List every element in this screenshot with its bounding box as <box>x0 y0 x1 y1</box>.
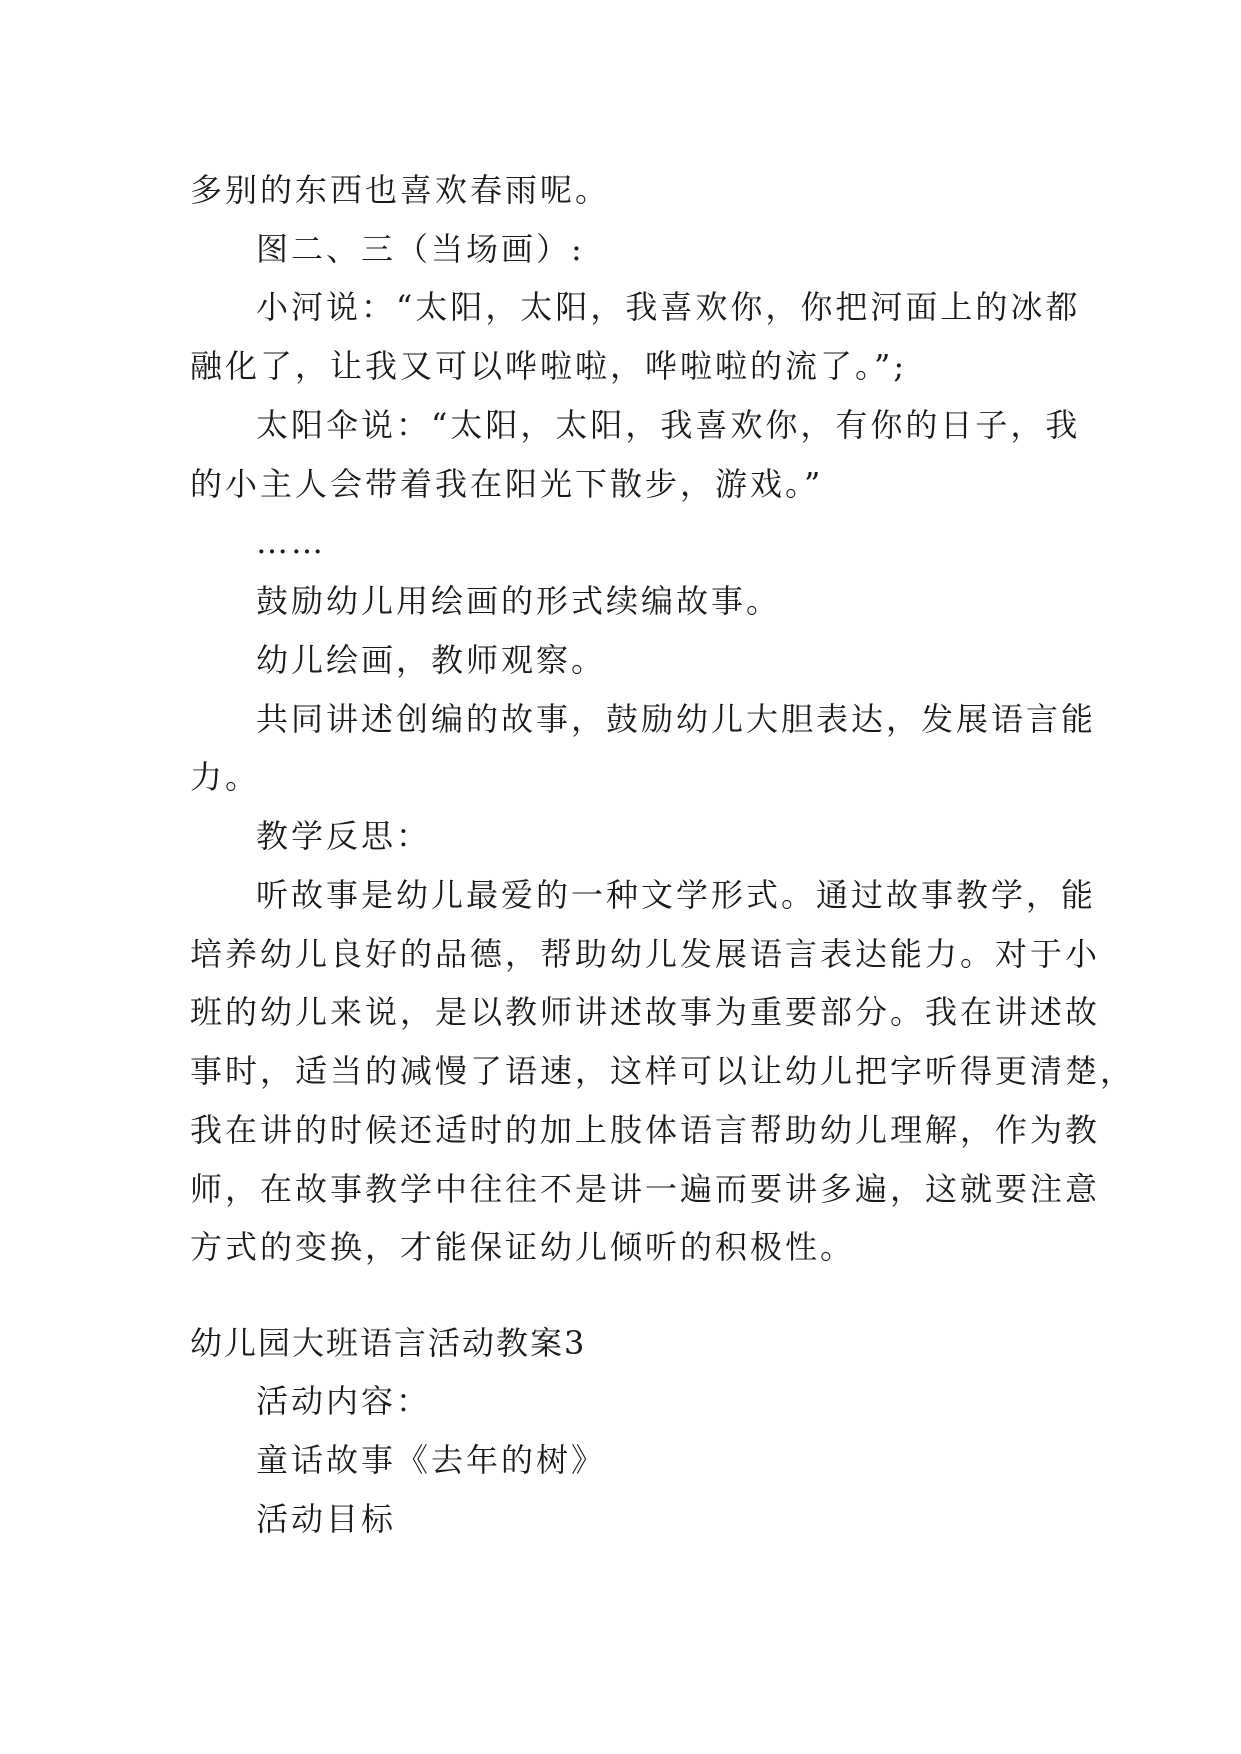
text-line: 鼓励幼儿用绘画的形式续编故事。 <box>256 582 782 620</box>
text-line: 活动目标 <box>256 1500 397 1538</box>
text-line: 幼儿绘画，教师观察。 <box>256 641 607 679</box>
text-line: 力。 <box>190 758 261 796</box>
text-line: 共同讲述创编的故事，鼓励幼儿大胆表达，发展语言能 <box>256 700 1097 738</box>
text-line: 方式的变换，才能保证幼儿倾听的积极性。 <box>190 1228 856 1266</box>
text-line: 图二、三（当场画）: <box>256 230 585 268</box>
text-line: 培养幼儿良好的品德，帮助幼儿发展语言表达能力。对于小 <box>190 935 1101 973</box>
text-line: 事时，适当的减慢了语速，这样可以让幼儿把字听得更清楚， <box>190 1052 1136 1090</box>
section-heading: 幼儿园大班语言活动教案3 <box>190 1324 587 1362</box>
text-line: 教学反思： <box>256 817 432 855</box>
text-line: 活动内容： <box>256 1382 432 1420</box>
text-line: 童话故事《去年的树》 <box>256 1441 607 1479</box>
text-line: 太阳伞说：“太阳，太阳，我喜欢你，有你的日子，我 <box>256 406 1081 444</box>
text-line: 我在讲的时候还适时的加上肢体语言帮助幼儿理解，作为教 <box>190 1111 1101 1149</box>
text-line: 融化了，让我又可以哗啦啦，哗啦啦的流了。”; <box>190 347 908 385</box>
text-line: 班的幼儿来说，是以教师讲述故事为重要部分。我在讲述故 <box>190 993 1101 1031</box>
text-line: 听故事是幼儿最爱的一种文学形式。通过故事教学，能 <box>256 876 1097 914</box>
text-line: 师，在故事教学中往往不是讲一遍而要讲多遍，这就要注意 <box>190 1170 1101 1208</box>
text-line: 的小主人会带着我在阳光下散步，游戏。” <box>190 465 824 503</box>
text-line: 小河说：“太阳，太阳，我喜欢你，你把河面上的冰都 <box>256 288 1081 326</box>
text-line: 多别的东西也喜欢春雨呢。 <box>190 171 611 209</box>
text-line: …… <box>256 523 326 561</box>
